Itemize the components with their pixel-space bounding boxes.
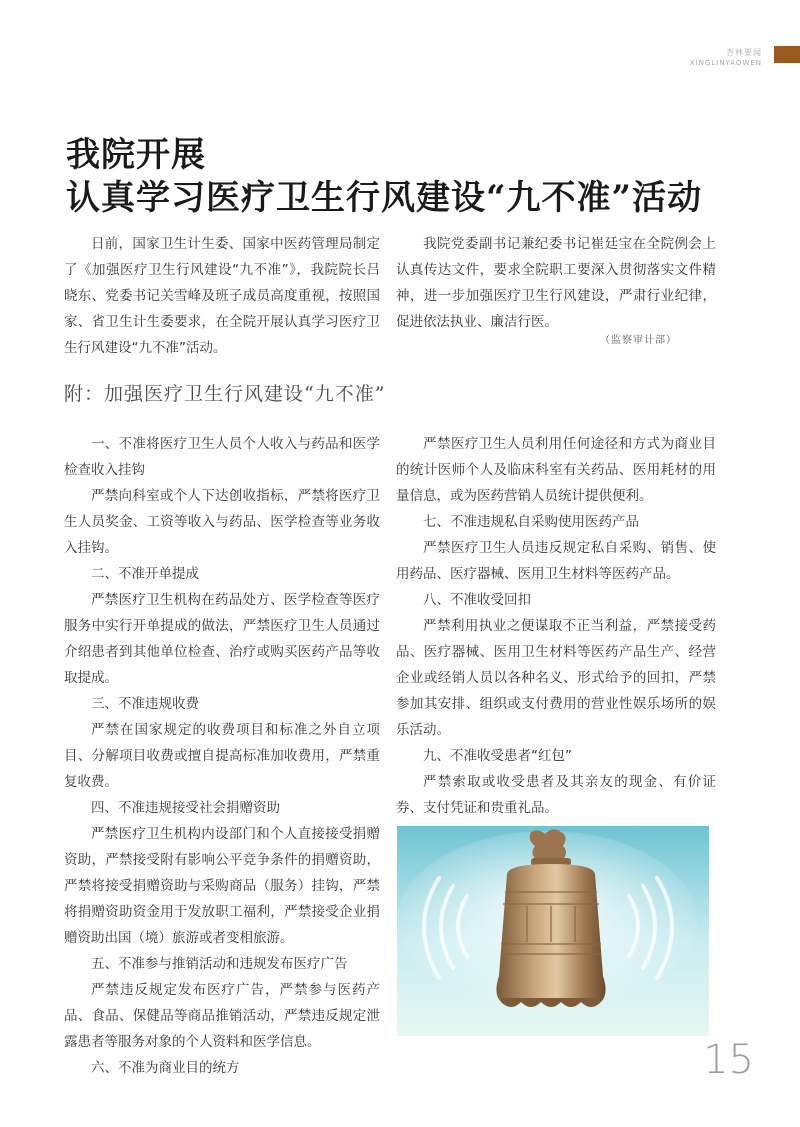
body-paragraph: 二、不准开单提成	[91, 566, 199, 582]
appendix-title: 附：加强医疗卫生行风建设“九不准”	[64, 383, 386, 405]
intro-paragraph: 我院党委副书记兼纪委书记崔廷宝在全院例会上认真传达文件，要求全院职工要深入贯彻落实文件精神，进一步加强医疗卫生行风建设，严肃行业纪律，促进依法执业、廉洁行医。	[396, 236, 716, 330]
body-paragraph: 六、不准为商业目的统方	[91, 1060, 240, 1076]
section-name-cn: 杏林要闻	[726, 48, 762, 57]
body-paragraph: 严禁违反规定发布医疗广告，严禁参与医药产品、食品、保健品等商品推销活动，严禁违反规定泄露患者等服务对象的个人资料和医学信息。	[64, 982, 380, 1050]
body-paragraph: 严禁医疗卫生人员利用任何途径和方式为商业目的统计医师个人及临床科室有关药品、医用耗材的用量信息，或为医药营销人员统计提供便利。	[396, 436, 716, 504]
section-name-en: XINGLINYAOWEN	[689, 59, 762, 67]
body-paragraph: 五、不准参与推销活动和违规发布医疗广告	[91, 956, 348, 972]
body-paragraph: 八、不准收受回扣	[423, 592, 531, 608]
article-title	[66, 134, 702, 220]
body-paragraph: 严禁向科室或个人下达创收指标，严禁将医疗卫生人员奖金、工资等收入与药品、医学检查等业务收入挂钩。	[64, 488, 380, 556]
article-title-line-2: 认真学习医疗卫生行风建设“九不准”活动	[66, 178, 703, 218]
intro-paragraph: 日前，国家卫生计生委、国家中医药管理局制定了《加强医疗卫生行风建设“九不准”》，我院院长吕晓东、党委书记关雪峰及班子成员高度重视，按照国家、省卫生计生委要求，在全院开展认真学习医疗卫生行风建设“九不准”活动。	[64, 236, 380, 356]
bronze-bell-image	[397, 826, 709, 1036]
article-title-line-1: 我院开展	[66, 135, 206, 175]
body-paragraph: 四、不准违规接受社会捐赠资助	[91, 800, 280, 816]
section-header	[690, 47, 762, 67]
body-paragraph: 九、不准收受患者“红包”	[423, 748, 572, 764]
body-paragraph: 严禁利用执业之便谋取不正当利益，严禁接受药品、医疗器械、医用卫生材料等医药产品生产、经营企业或经销人员以各种名义、形式给予的回扣，严禁参加其安排、组织或支付费用的营业性娱乐场所的娱乐活动。	[396, 618, 716, 738]
body-paragraph: 严禁医疗卫生机构在药品处方、医学检查等医疗服务中实行开单提成的做法，严禁医疗卫生人员通过介绍患者到其他单位检查、治疗或购买医药产品等收取提成。	[64, 592, 380, 686]
body-paragraph: 一、不准将医疗卫生人员个人收入与药品和医学检查收入挂钩	[64, 436, 380, 478]
author-signature: （监察审计部）	[600, 335, 677, 346]
body-paragraph: 严禁索取或收受患者及其亲友的现金、有价证券、支付凭证和贵重礼品。	[396, 774, 716, 816]
body-left-column	[64, 431, 380, 1081]
body-paragraph: 严禁医疗卫生机构内设部门和个人直接接受捐赠资助，严禁接受附有影响公平竞争条件的捐赠资助，严禁将接受捐赠资助与采购商品（服务）挂钩，严禁将捐赠资助资金用于发放职工福利，严禁接受企业捐赠资助出国（境）旅游或者变相旅游。	[64, 826, 380, 946]
body-right-column	[396, 431, 716, 821]
header-accent-bar	[774, 46, 800, 63]
body-paragraph: 严禁医疗卫生人员违反规定私自采购、销售、使用药品、医疗器械、医用卫生材料等医药产品。	[396, 540, 716, 582]
body-paragraph: 七、不准违规私自采购使用医药产品	[423, 514, 639, 530]
body-paragraph: 严禁在国家规定的收费项目和标准之外自立项目、分解项目收费或擅自提高标准加收费用，严禁重复收费。	[64, 722, 380, 790]
intro-left-column	[64, 231, 380, 361]
intro-right-column	[396, 231, 716, 335]
body-paragraph: 三、不准违规收费	[91, 696, 199, 712]
page-number: 15	[703, 1037, 754, 1083]
